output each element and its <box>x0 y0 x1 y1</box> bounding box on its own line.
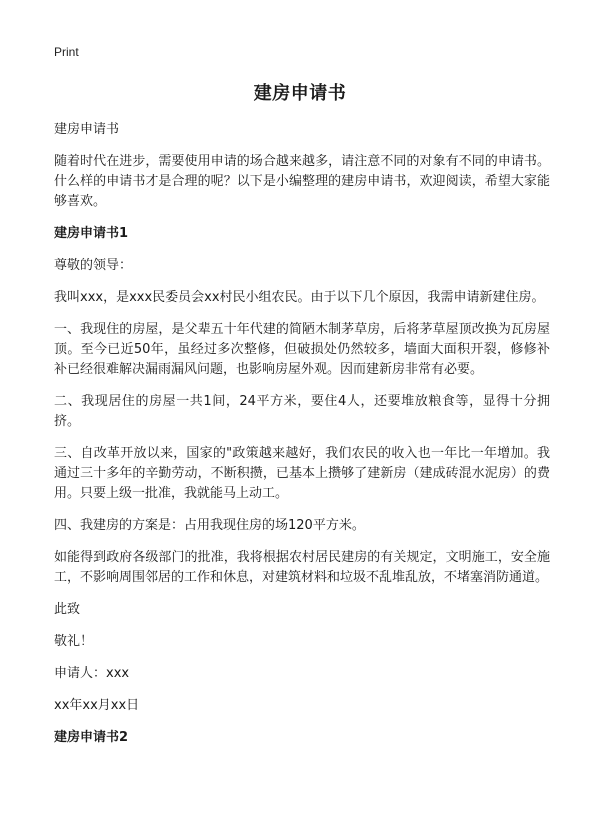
page-title: 建房申请书 <box>253 83 347 104</box>
body-paragraph-3: 二、我现居住的房屋一共1间，24平方米，要住4人，还要堆放粮食等，显得十分拥挤。 <box>54 394 550 429</box>
section-heading-2: 建房申请书2 <box>54 730 129 745</box>
print-link[interactable]: Print <box>54 45 79 59</box>
body-paragraph-1: 我叫xxx，是xxx民委员会xx村民小组农民。由于以下几个原因，我需申请新建住房。 <box>54 290 545 305</box>
document-body <box>54 120 550 760</box>
body-paragraph-6: 如能得到政府各级部门的批准，我将根据农村居民建房的有关规定，文明施工，安全施工，不影响周围邻居的工作和休息，对建筑材料和垃圾不乱堆乱放，不堵塞消防通道。 <box>54 550 550 585</box>
intro-label: 建房申请书 <box>54 122 120 137</box>
date-line: xx年xx月xx日 <box>54 698 140 713</box>
intro-paragraph: 随着时代在进步，需要使用申请的场合越来越多，请注意不同的对象有不同的申请书。什么样的申请书才是合理的呢？以下是小编整理的建房申请书，欢迎阅读，希望大家能够喜欢。 <box>54 154 550 209</box>
closing-line: 此致 <box>54 602 81 617</box>
applicant-line: 申请人：xxx <box>54 666 130 681</box>
salutation: 尊敬的领导： <box>54 258 133 273</box>
body-paragraph-5: 四、我建房的方案是：占用我现住房的场120平方米。 <box>54 518 365 533</box>
body-paragraph-2: 一、我现住的房屋，是父辈五十年代建的简陋木制茅草房，后将茅草屋顶改换为瓦房屋顶。至今已近50年，虽经过多次整修，但破损处仍然较多，墙面大面积开裂，修修补补已经很难解决漏雨漏风问题，也影响房屋外观。因而建新房非常有必要。 <box>54 322 550 377</box>
regards-line: 敬礼！ <box>54 634 94 649</box>
body-paragraph-4: 三、自改革开放以来，国家的"政策越来越好，我们农民的收入也一年比一年增加。我通过三十多年的辛勤劳动，不断积攒，已基本上攒够了建新房（建成砖混水泥房）的费用。只要上级一批准，我就能马上动工。 <box>54 446 550 501</box>
section-heading-1: 建房申请书1 <box>54 226 129 241</box>
